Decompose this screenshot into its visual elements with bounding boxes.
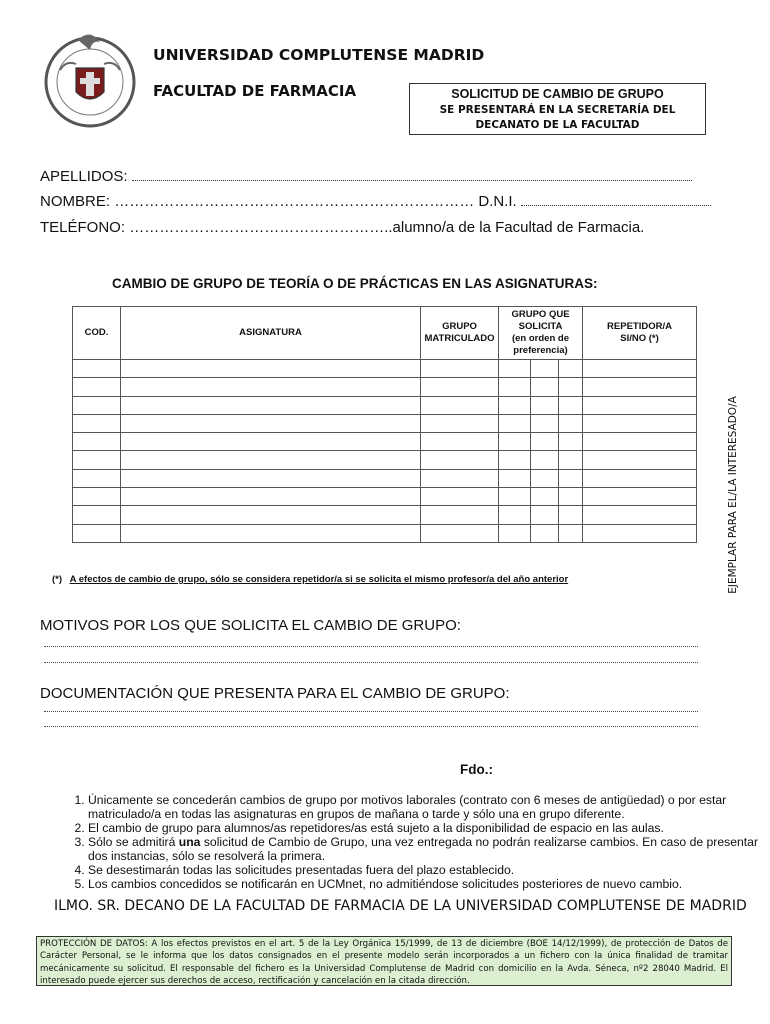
table-row <box>73 396 697 414</box>
repetidor-cell[interactable] <box>583 360 697 378</box>
asignatura-cell[interactable] <box>121 451 421 469</box>
grupo-matriculado-cell[interactable] <box>421 414 499 432</box>
grupo-matriculado-cell[interactable] <box>421 488 499 506</box>
grupo-solicita-2-cell[interactable] <box>531 469 559 487</box>
telefono-field[interactable]: ……………………………………………. <box>129 219 389 236</box>
grupo-solicita-1-cell[interactable] <box>499 451 531 469</box>
request-title: SOLICITUD DE CAMBIO DE GRUPO <box>451 87 664 101</box>
grupo-solicita-3-cell[interactable] <box>559 506 583 524</box>
table-row <box>73 469 697 487</box>
header-grupo-solicita-line4: preferencia) <box>513 345 568 356</box>
grupo-matriculado-cell[interactable] <box>421 378 499 396</box>
header-grupo-matriculado-line2: MATRICULADO <box>424 333 495 344</box>
grupo-solicita-2-cell[interactable] <box>531 360 559 378</box>
header-repetidor-line1: REPETIDOR/A <box>607 321 672 332</box>
grupo-matriculado-cell[interactable] <box>421 524 499 542</box>
asignatura-cell[interactable] <box>121 506 421 524</box>
grupo-solicita-3-cell[interactable] <box>559 360 583 378</box>
table-row <box>73 451 697 469</box>
repetidor-cell[interactable] <box>583 524 697 542</box>
table-row <box>73 524 697 542</box>
subjects-section-title: CAMBIO DE GRUPO DE TEORÍA O DE PRÁCTICAS EN LAS ASIGNATURAS: <box>112 276 598 291</box>
grupo-solicita-2-cell[interactable] <box>531 396 559 414</box>
grupo-solicita-2-cell[interactable] <box>531 414 559 432</box>
asignatura-cell[interactable] <box>121 524 421 542</box>
table-row <box>73 378 697 396</box>
apellidos-label: APELLIDOS: <box>40 168 128 185</box>
grupo-solicita-3-cell[interactable] <box>559 396 583 414</box>
header-grupo-solicita-line2: SOLICITA <box>518 321 563 332</box>
asignatura-cell[interactable] <box>121 414 421 432</box>
dni-label: D.N.I. <box>478 193 517 210</box>
cod-cell[interactable] <box>73 451 121 469</box>
grupo-solicita-3-cell[interactable] <box>559 378 583 396</box>
header-cod: COD. <box>73 307 121 360</box>
note-text: A efectos de cambio de grupo, sólo se considera repetidor/a si se solicita el mismo profesor/a del año anterior <box>69 574 569 585</box>
note-marker: (*) <box>52 574 63 585</box>
documentacion-line-2[interactable] <box>44 726 698 727</box>
grupo-solicita-2-cell[interactable] <box>531 488 559 506</box>
header-grupo-solicita-line3: (en orden de <box>511 333 569 344</box>
cod-cell[interactable] <box>73 378 121 396</box>
signature-label: Fdo.: <box>460 762 493 777</box>
asignatura-cell[interactable] <box>121 469 421 487</box>
request-title-box <box>409 83 706 135</box>
documentacion-line-1[interactable] <box>44 711 698 712</box>
cod-cell[interactable] <box>73 488 121 506</box>
asignatura-cell[interactable] <box>121 378 421 396</box>
cod-cell[interactable] <box>73 414 121 432</box>
repetidor-cell[interactable] <box>583 433 697 451</box>
grupo-solicita-1-cell[interactable] <box>499 396 531 414</box>
grupo-solicita-2-cell[interactable] <box>531 506 559 524</box>
grupo-solicita-2-cell[interactable] <box>531 524 559 542</box>
table-row <box>73 414 697 432</box>
motivos-heading: MOTIVOS POR LOS QUE SOLICITA EL CAMBIO DE GRUPO: <box>40 617 461 634</box>
grupo-solicita-1-cell[interactable] <box>499 488 531 506</box>
motivos-line-2[interactable] <box>44 662 698 663</box>
grupo-matriculado-cell[interactable] <box>421 506 499 524</box>
cod-cell[interactable] <box>73 396 121 414</box>
asignatura-cell[interactable] <box>121 433 421 451</box>
cod-cell[interactable] <box>73 524 121 542</box>
repetidor-cell[interactable] <box>583 396 697 414</box>
grupo-matriculado-cell[interactable] <box>421 469 499 487</box>
grupo-solicita-3-cell[interactable] <box>559 451 583 469</box>
repetidor-cell[interactable] <box>583 469 697 487</box>
subjects-table <box>72 306 697 543</box>
request-subtitle-line2: DECANATO DE LA FACULTAD <box>475 119 640 131</box>
nombre-row <box>40 193 711 210</box>
cod-cell[interactable] <box>73 506 121 524</box>
grupo-matriculado-cell[interactable] <box>421 451 499 469</box>
alumno-text: .alumno/a de la Facultad de Farmacia. <box>388 219 645 236</box>
grupo-solicita-3-cell[interactable] <box>559 414 583 432</box>
dni-field[interactable] <box>521 193 711 206</box>
faculty-name: FACULTAD DE FARMACIA <box>153 82 357 100</box>
header-grupo-matriculado-line1: GRUPO <box>442 321 477 332</box>
nombre-field[interactable]: ……………………………………………………………… <box>114 193 475 210</box>
grupo-matriculado-cell[interactable] <box>421 396 499 414</box>
repetidor-note <box>52 574 568 585</box>
copy-label-text: EJEMPLAR PARA EL/LA INTERESADO/A <box>727 396 739 594</box>
table-row <box>73 506 697 524</box>
header-asignatura: ASIGNATURA <box>121 307 421 360</box>
grupo-solicita-1-cell[interactable] <box>499 360 531 378</box>
apellidos-row <box>40 168 692 185</box>
header-grupo-solicita <box>499 307 583 360</box>
addressee: ILMO. SR. DECANO DE LA FACULTAD DE FARMACIA DE LA UNIVERSIDAD COMPLUTENSE DE MADRID <box>54 898 747 914</box>
nombre-label: NOMBRE: <box>40 193 111 210</box>
privacy-notice: PROTECCIÓN DE DATOS: A los efectos previstos en el art. 5 de la Ley Orgánica 15/1999, de 13 de diciembre (BOE 14/12/1999), de protección de Datos de Carácter Personal, se le informa que los datos consignados en el presente modelo serán incorporados a un fichero con la única finalidad de tramitar mecánicamente su solicitud. El responsable del fichero es la Universidad Complutense de Madrid con domicilio en la Avda. Séneca, nº2 28040 Madrid. El interesado puede ejercer sus derechos de acceso, rectificación y cancelación en la citada dirección. <box>36 936 732 986</box>
cod-cell[interactable] <box>73 360 121 378</box>
header-grupo-solicita-line1: GRUPO QUE <box>511 309 570 320</box>
documentacion-heading: DOCUMENTACIÓN QUE PRESENTA PARA EL CAMBIO DE GRUPO: <box>40 685 510 702</box>
grupo-matriculado-cell[interactable] <box>421 433 499 451</box>
request-subtitle-line1: SE PRESENTARÁ EN LA SECRETARÍA DEL <box>439 104 676 116</box>
grupo-solicita-2-cell[interactable] <box>531 451 559 469</box>
table-row <box>73 488 697 506</box>
repetidor-cell[interactable] <box>583 414 697 432</box>
grupo-solicita-3-cell[interactable] <box>559 524 583 542</box>
repetidor-cell[interactable] <box>583 451 697 469</box>
table-header-row <box>73 307 697 360</box>
asignatura-cell[interactable] <box>121 488 421 506</box>
grupo-solicita-1-cell[interactable] <box>499 433 531 451</box>
table-row <box>73 360 697 378</box>
header-grupo-matriculado <box>421 307 499 360</box>
cod-cell[interactable] <box>73 469 121 487</box>
copy-label <box>725 396 741 594</box>
grupo-solicita-1-cell[interactable] <box>499 506 531 524</box>
grupo-solicita-1-cell[interactable] <box>499 378 531 396</box>
grupo-matriculado-cell[interactable] <box>421 360 499 378</box>
repetidor-cell[interactable] <box>583 488 697 506</box>
grupo-solicita-3-cell[interactable] <box>559 469 583 487</box>
grupo-solicita-3-cell[interactable] <box>559 433 583 451</box>
table-row <box>73 433 697 451</box>
rule-item: 1. Únicamente se concederán cambios de grupo por motivos laborales (contrato con 6 meses de antigüedad) o por estar matriculado/a en todas las asignaturas en grupos de mañana o tarde y sólo una en grupo diferente. <box>88 793 770 821</box>
cod-cell[interactable] <box>73 433 121 451</box>
grupo-solicita-2-cell[interactable] <box>531 378 559 396</box>
rule-item: 2. El cambio de grupo para alumnos/as repetidores/as está sujeto a la disponibilidad de espacio en las aulas. <box>88 821 770 835</box>
grupo-solicita-1-cell[interactable] <box>499 524 531 542</box>
university-seal-icon <box>40 30 140 130</box>
rule-item <box>88 835 770 863</box>
apellidos-field[interactable] <box>132 168 692 181</box>
rule-item: 5. Los cambios concedidos se notificarán en UCMnet, no admitiéndose solicitudes posteriores de nuevo cambio. <box>88 877 770 891</box>
header-repetidor-line2: SI/NO (*) <box>620 333 659 344</box>
grupo-solicita-2-cell[interactable] <box>531 433 559 451</box>
repetidor-cell[interactable] <box>583 506 697 524</box>
telefono-row <box>40 219 644 236</box>
motivos-line-1[interactable] <box>44 646 698 647</box>
rule-3-emphasis: una <box>178 835 201 849</box>
telefono-label: TELÉFONO: <box>40 219 126 236</box>
header-repetidor <box>583 307 697 360</box>
asignatura-cell[interactable] <box>121 360 421 378</box>
rules-list <box>50 793 770 891</box>
grupo-solicita-3-cell[interactable] <box>559 488 583 506</box>
repetidor-cell[interactable] <box>583 378 697 396</box>
rule-3-part1: Sólo se admitirá <box>88 835 179 849</box>
rule-3-part2: solicitud de Cambio de Grupo, una vez entregada no podrán realizarse cambios. En caso de presentar dos instancias, sólo se resolverá la primera. <box>88 835 759 863</box>
asignatura-cell[interactable] <box>121 396 421 414</box>
university-name: UNIVERSIDAD COMPLUTENSE MADRID <box>153 46 485 64</box>
grupo-solicita-1-cell[interactable] <box>499 414 531 432</box>
grupo-solicita-1-cell[interactable] <box>499 469 531 487</box>
rule-item: 4. Se desestimarán todas las solicitudes presentadas fuera del plazo establecido. <box>88 863 770 877</box>
